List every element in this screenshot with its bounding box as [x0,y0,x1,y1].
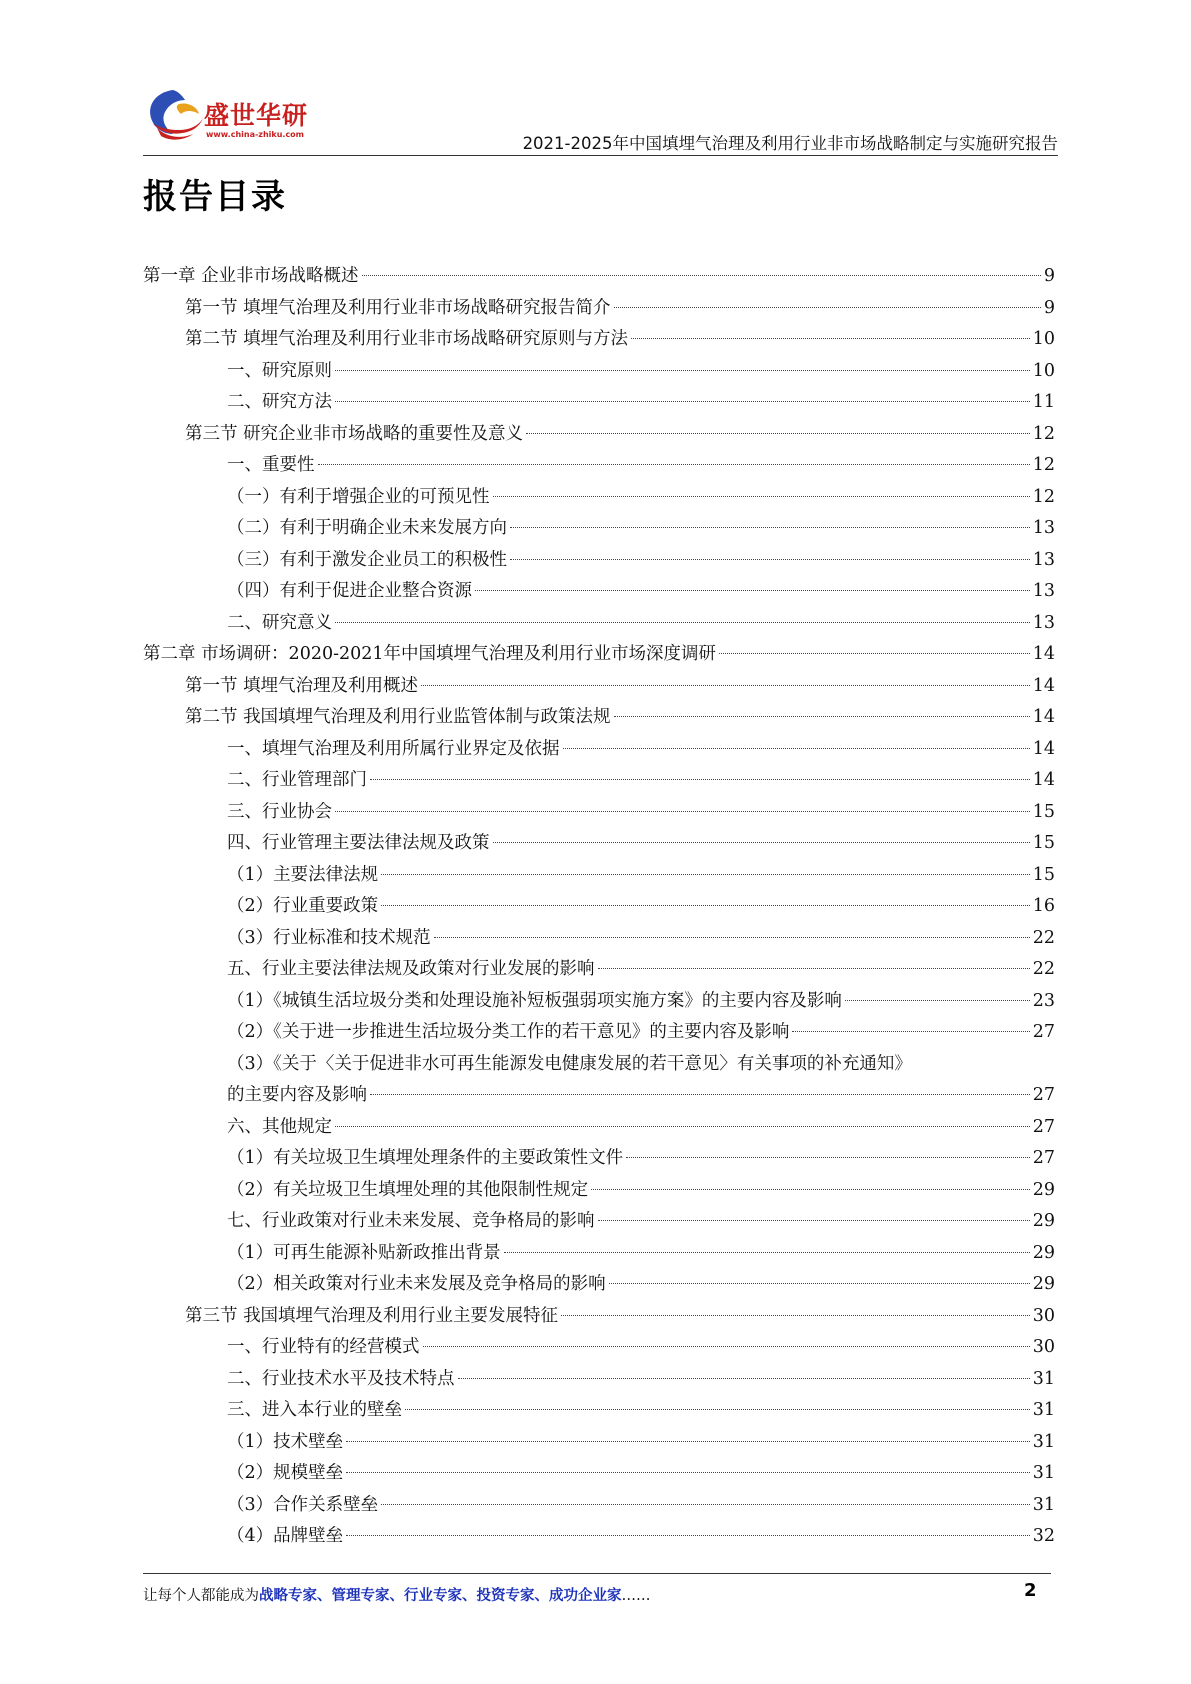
toc-page-number: 29 [1032,1179,1055,1200]
toc-leader-dots [381,874,1030,875]
toc-entry-title: （1）《城镇生活垃圾分类和处理设施补短板强弱项实施方案》的主要内容及影响 [227,990,842,1011]
toc-page-number: 12 [1032,423,1055,444]
toc-leader-dots [335,401,1030,402]
toc-entry[interactable] [143,891,1055,923]
toc-page-number: 15 [1032,864,1055,885]
toc-page-number: 11 [1032,392,1055,412]
toc-entry-title: 一、研究原则 [227,360,332,381]
toc-leader-dots [598,968,1030,969]
toc-leader-dots [335,1126,1030,1127]
toc-entry-title: 二、行业管理部门 [227,770,367,790]
toc-entry[interactable] [143,1143,1055,1175]
toc-entry[interactable] [143,1112,1055,1144]
toc-page-number: 22 [1032,927,1055,948]
toc-entry[interactable] [143,1395,1055,1427]
report-title: 2021-2025年中国填埋气治理及利用行业非市场战略制定与实施研究报告 [522,134,1058,153]
toc-entry-title: （3）行业标准和技术规范 [227,927,431,948]
toc-leader-dots [335,370,1030,371]
toc-entry[interactable] [143,293,1055,325]
toc-entry[interactable] [143,1269,1055,1301]
toc-entry[interactable] [143,545,1055,577]
toc-leader-dots [845,1000,1030,1001]
toc-page-number: 31 [1032,1400,1055,1420]
toc-entry-title: 二、研究意义 [227,612,332,633]
toc-entry-title-continuation: 的主要内容及影响 [227,1085,367,1105]
toc-page-number: 14 [1032,707,1055,727]
toc-entry[interactable] [143,1332,1055,1364]
toc-entry-title: 三、行业协会 [227,801,332,822]
toc-page-number: 12 [1032,486,1055,507]
toc-leader-dots [423,1346,1030,1347]
toc-entry-title: 五、行业主要法律法规及政策对行业发展的影响 [227,959,595,979]
toc-page-number: 22 [1032,959,1055,979]
toc-leader-dots [626,1157,1030,1158]
toc-entry[interactable] [143,828,1055,860]
toc-entry-title: 第一节 填埋气治理及利用行业非市场战略研究报告简介 [185,297,611,318]
toc-leader-dots [792,1031,1029,1032]
toc-entry[interactable] [143,261,1055,293]
toc-page-number: 13 [1032,581,1055,601]
toc-entry[interactable] [143,1175,1055,1207]
toc-leader-dots [381,1504,1030,1505]
toc-page-number: 14 [1032,770,1055,790]
toc-entry-title: （1）主要法律法规 [227,864,379,885]
toc-entry-title: 一、重要性 [227,455,315,475]
page-header [143,78,1058,158]
toc-leader-dots [631,338,1030,339]
toc-page-number: 13 [1032,518,1055,538]
toc-entry-title: （2）相关政策对行业未来发展及竞争格局的影响 [227,1274,606,1294]
toc-entry[interactable] [143,450,1055,482]
toc-entry-title: （四）有利于促进企业整合资源 [227,581,472,601]
company-logo [143,84,323,146]
toc-leader-dots [504,1252,1030,1253]
toc-entry[interactable] [143,1238,1055,1270]
toc-page-number: 14 [1032,644,1055,664]
toc-entry[interactable] [143,639,1055,671]
toc-leader-dots [614,716,1030,717]
toc-page-number: 31 [1032,1431,1055,1452]
toc-entry[interactable] [143,1301,1055,1333]
toc-entry-title: 六、其他规定 [227,1116,332,1137]
toc-page-number: 31 [1032,1463,1055,1483]
toc-page-number: 30 [1032,1337,1055,1357]
toc-entry[interactable] [143,1490,1055,1522]
toc-entry-title: （一）有利于增强企业的可预见性 [227,486,490,507]
toc-entry[interactable] [143,797,1055,829]
toc-entry[interactable] [143,608,1055,640]
toc-entry-title: 第二节 填埋气治理及利用行业非市场战略研究原则与方法 [185,329,629,349]
toc-page-number: 16 [1032,896,1055,916]
toc-leader-dots [405,1409,1030,1410]
toc-entry-title: 七、行业政策对行业未来发展、竞争格局的影响 [227,1211,595,1231]
toc-entry-title: （2）《关于进一步推进生活垃圾分类工作的若干意见》的主要内容及影响 [227,1022,790,1042]
toc-entry-title: （1）可再生能源补贴新政推出背景 [227,1242,501,1263]
toc-leader-dots [591,1189,1030,1190]
toc-page-number: 9 [1043,266,1055,286]
toc-entry[interactable] [143,324,1055,356]
toc-entry-title: 第一节 填埋气治理及利用概述 [185,675,419,696]
toc-page-number: 12 [1032,455,1055,475]
toc-entry[interactable] [143,923,1055,955]
toc-leader-dots [510,559,1030,560]
toc-entry-title: 第一章 企业非市场战略概述 [143,266,359,286]
toc-page-number: 29 [1032,1242,1055,1263]
toc-entry[interactable] [143,1458,1055,1490]
toc-page-number: 23 [1032,990,1055,1011]
toc-entry[interactable] [143,356,1055,388]
toc-entry[interactable] [143,954,1055,986]
toc-leader-dots [458,1378,1030,1379]
toc-leader-dots [609,1283,1030,1284]
toc-entry-title: 一、行业特有的经营模式 [227,1337,420,1357]
toc-entry[interactable] [143,1080,1055,1112]
toc-leader-dots [614,307,1041,308]
toc-page-number: 27 [1032,1116,1055,1137]
toc-page-number: 14 [1032,738,1055,759]
toc-leader-dots [318,464,1030,465]
table-of-contents [143,261,1055,1553]
page-number: 2 [1024,1580,1037,1601]
footer-highlight: 战略专家、管理专家、行业专家、投资专家、成功企业家 [259,1587,622,1604]
toc-page-number: 31 [1032,1494,1055,1515]
toc-leader-dots [475,590,1030,591]
toc-leader-dots [526,433,1030,434]
toc-page-number: 14 [1032,675,1055,696]
toc-entry[interactable] [143,765,1055,797]
toc-entry-title[interactable]: （3）《关于〈关于促进非水可再生能源发电健康发展的若干意见〉有关事项的补充通知》 [227,1053,912,1074]
toc-leader-dots [362,275,1041,276]
toc-entry-title: （3）合作关系壁垒 [227,1494,379,1515]
toc-entry-title: 二、行业技术水平及技术特点 [227,1368,455,1389]
toc-page-number: 9 [1043,297,1055,318]
toc-entry[interactable] [143,482,1055,514]
toc-leader-dots [598,1220,1030,1221]
toc-entry[interactable] [143,860,1055,892]
toc-leader-dots [370,779,1030,780]
toc-entry[interactable] [143,1364,1055,1396]
toc-entry-title: 第三节 我国填埋气治理及利用行业主要发展特征 [185,1305,559,1326]
toc-entry[interactable] [143,513,1055,545]
toc-entry[interactable] [143,1427,1055,1459]
toc-leader-dots [561,1315,1030,1316]
toc-leader-dots [370,1094,1030,1095]
footer-slogan [143,1584,651,1605]
toc-page-number: 13 [1032,612,1055,633]
toc-page-number: 30 [1032,1305,1055,1326]
toc-leader-dots [563,748,1030,749]
toc-entry-title: （2）有关垃圾卫生填埋处理的其他限制性规定 [227,1179,589,1200]
toc-entry[interactable] [143,387,1055,419]
toc-entry[interactable] [143,986,1055,1018]
footer-prefix: 让每个人都能成为 [143,1588,259,1604]
logo-name: 盛世华研 [204,101,309,130]
toc-entry-title: 第二节 我国填埋气治理及利用行业监管体制与政策法规 [185,707,611,727]
toc-leader-dots [434,937,1030,938]
toc-page-number: 32 [1032,1526,1055,1546]
toc-entry[interactable] [143,419,1055,451]
toc-entry-title: 四、行业管理主要法律法规及政策 [227,833,490,853]
toc-page-number: 27 [1032,1022,1055,1042]
toc-leader-dots [346,1472,1030,1473]
toc-entry-title: 二、研究方法 [227,392,332,412]
toc-leader-dots [346,1535,1030,1536]
toc-entry[interactable] [143,1521,1055,1553]
toc-leader-dots [381,905,1030,906]
logo-emblem-icon [143,84,205,144]
toc-page-number: 27 [1032,1085,1055,1105]
toc-entry-title: （三）有利于激发企业员工的积极性 [227,549,507,570]
toc-entry-title: （1）有关垃圾卫生填埋处理条件的主要政策性文件 [227,1148,624,1168]
logo-url: www.china-zhiku.com [206,130,305,139]
toc-page-number: 13 [1032,549,1055,570]
toc-leader-dots [421,685,1030,686]
toc-page-number: 15 [1032,801,1055,822]
toc-page-number: 29 [1032,1211,1055,1231]
toc-entry[interactable] [143,1206,1055,1238]
toc-leader-dots [335,622,1030,623]
footer-divider [143,1573,1051,1574]
toc-entry[interactable] [143,702,1055,734]
toc-entry[interactable] [143,671,1055,703]
toc-entry-title: （2）行业重要政策 [227,896,379,916]
toc-page-number: 10 [1032,329,1055,349]
toc-page-number: 29 [1032,1274,1055,1294]
toc-leader-dots [346,1441,1030,1442]
toc-leader-dots [335,811,1030,812]
toc-page-number: 31 [1032,1368,1055,1389]
header-divider [143,155,1058,156]
footer-suffix: …… [621,1588,651,1604]
toc-leader-dots [719,653,1030,654]
toc-entry-title: （二）有利于明确企业未来发展方向 [227,518,507,538]
toc-page-number: 10 [1032,360,1055,381]
toc-leader-dots [493,496,1030,497]
toc-entry-title: （4）品牌壁垒 [227,1526,344,1546]
toc-page-number: 15 [1032,833,1055,853]
toc-entry-title: 三、进入本行业的壁垒 [227,1400,402,1420]
toc-entry-title: （2）规模壁垒 [227,1463,344,1483]
toc-entry[interactable] [143,734,1055,766]
toc-leader-dots [493,842,1030,843]
toc-entry[interactable] [143,576,1055,608]
toc-page-number: 27 [1032,1148,1055,1168]
page-title: 报告目录 [143,177,287,217]
toc-entry-title: （1）技术壁垒 [227,1431,344,1452]
toc-leader-dots [510,527,1030,528]
toc-entry-title: 一、填埋气治理及利用所属行业界定及依据 [227,738,560,759]
toc-entry-title: 第三节 研究企业非市场战略的重要性及意义 [185,423,524,444]
toc-entry[interactable] [143,1017,1055,1049]
toc-entry-title: 第二章 市场调研：2020-2021年中国填埋气治理及利用行业市场深度调研 [143,644,717,664]
